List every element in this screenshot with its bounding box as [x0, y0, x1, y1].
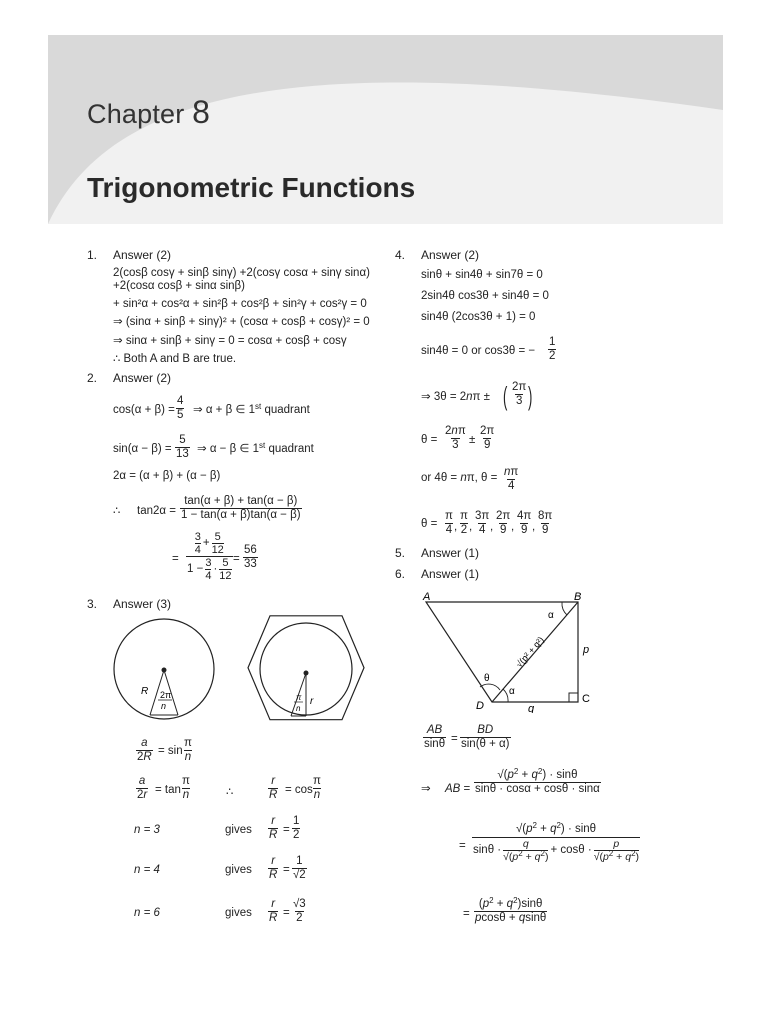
- q3-cos-eq: = cos: [285, 784, 313, 796]
- q4-comma-4: ,: [511, 521, 515, 533]
- q6-AB-eq: AB =: [445, 783, 471, 795]
- q5-number: 5.: [395, 546, 406, 560]
- q2-eq2-rhs: ⇒ α − β ∈ 1st quadrant: [197, 441, 314, 455]
- q4-frac-8pi-9: 8π 9: [538, 510, 553, 536]
- q4-answer: Answer (2): [421, 248, 480, 262]
- q6-frac-AB-expr: $√(p^2 + q^2) \cdot \sin\theta$ sinθ · cosα + cosθ · sinα: [475, 767, 600, 795]
- q3-frac-1-root2: 1 √2: [293, 855, 306, 881]
- q4-line-4: sin4θ = 0 or cos3θ = −: [421, 345, 536, 357]
- q6-label-B: B: [574, 591, 582, 603]
- q2-compound-fraction: 3 4 + 5 12 1 − 3 4 · 5 12: [187, 531, 232, 582]
- q2-answer: Answer (2): [113, 371, 172, 385]
- chapter-number: 8: [192, 94, 211, 130]
- q3-frac-root3-2: √3 2: [293, 898, 306, 924]
- q4-comma-1: ,: [454, 521, 458, 533]
- q4-number: 4.: [395, 248, 406, 262]
- q4-frac-3pi-4: 3π 4: [475, 510, 490, 536]
- q1-number: 1.: [87, 248, 98, 262]
- q6-label-alpha-bottom: α: [509, 686, 515, 697]
- q2-therefore: ∴: [113, 505, 121, 517]
- q2-frac-5-13: 5 13: [176, 434, 189, 460]
- q4-line-2: 2sin4θ cos3θ + sin4θ = 0: [421, 290, 549, 302]
- q3-number: 3.: [87, 597, 98, 611]
- q1-line-2: +2(cosα cosβ + sinα sinβ): [113, 280, 245, 292]
- q3-frac-r-R-2: r R: [269, 855, 278, 881]
- q4-line-1: sinθ + sin4θ + sin7θ = 0: [421, 269, 543, 281]
- q6-label-D: D: [476, 700, 484, 712]
- q1-line-1: 2(cosβ cosγ + sinβ sinγ) +2(cosγ cosα + sinγ sinα): [113, 267, 370, 279]
- q4-frac-2pi-3: 2π 3: [512, 381, 527, 407]
- q2-tan-lhs: tan2α =: [137, 505, 176, 517]
- q1-line-6: ∴ Both A and B are true.: [113, 353, 237, 365]
- q4-comma-3: ,: [490, 521, 494, 533]
- q3-frac-pi-n-3: π n: [313, 775, 321, 801]
- q4-comma-5: ,: [532, 521, 536, 533]
- q6-eq-2: =: [459, 840, 466, 852]
- q3-frac-pi-n-2: π n: [182, 775, 190, 801]
- q3-frac-1-2: 1 2: [293, 815, 300, 841]
- q3-frac-a-2r: a 2r: [137, 775, 148, 801]
- q2-eq1-lhs: cos(α + β) =: [113, 404, 175, 416]
- q3-gives-1: gives: [225, 824, 252, 836]
- q3-frac-pi-n-1: π n: [184, 737, 192, 763]
- q2-frac-56-33: 56 33: [244, 544, 257, 570]
- q4-frac-2pi-9b: 2π 9: [496, 510, 511, 536]
- q3-frac-r-R-3: r R: [269, 898, 278, 924]
- q3-gives-2: gives: [225, 864, 252, 876]
- q2-eq2-lhs: sin(α − β) =: [113, 443, 172, 455]
- q4-theta-list: θ =: [421, 518, 438, 530]
- q6-number: 6.: [395, 567, 406, 581]
- q4-pm: ±: [469, 434, 476, 446]
- q4-frac-4pi-9: 4π 9: [517, 510, 532, 536]
- q3-frac-a-2R: a 2R: [137, 737, 152, 763]
- svg-text:n: n: [296, 704, 301, 713]
- q6-label-alpha-top: α: [548, 610, 554, 621]
- q6-trapezium-diagram: [418, 588, 608, 713]
- q3-gives-3: gives: [225, 907, 252, 919]
- q4-theta-lhs: θ =: [421, 434, 438, 446]
- q2-eq1-rhs: ⇒ α + β ∈ 1st quadrant: [193, 402, 310, 416]
- q2-tan-fraction: tan(α + β) + tan(α − β) 1 − tan(α + β)tan(α − β): [181, 495, 301, 521]
- q1-line-3: + sin²α + cos²α + sin²β + cos²β + sin²γ + cos²γ = 0: [113, 298, 367, 310]
- q3-therefore: ∴: [226, 786, 234, 798]
- q6-label-theta: θ: [484, 673, 490, 684]
- svg-text:r: r: [310, 696, 314, 707]
- q6-label-q: q: [528, 703, 535, 713]
- q4-frac-2pi-9: 2π 9: [480, 425, 495, 451]
- q6-eq-3: =: [463, 908, 470, 920]
- q2-equals: =: [172, 553, 179, 565]
- q6-frac-BD: BD sin(θ + α): [461, 724, 510, 750]
- q6-label-p: p: [583, 644, 590, 656]
- q6-answer: Answer (1): [421, 567, 480, 581]
- q4-frac-npi-4: nπ 4: [504, 466, 519, 492]
- q3-sin-eq: = sin: [158, 745, 183, 757]
- q1-line-5: ⇒ sinα + sinβ + sinγ = 0 = cosα + cosβ + cosγ: [113, 335, 347, 347]
- q4-frac-2npi-3: 2nπ 3: [445, 425, 466, 451]
- q6-eq-1: =: [451, 733, 458, 745]
- q2-frac-4-5: 4 5: [177, 395, 184, 421]
- q3-eq-1: =: [283, 824, 290, 836]
- q3-frac-r-R-1: r R: [269, 815, 278, 841]
- q3-n4: n = 4: [134, 864, 160, 876]
- q4-line-3: sin4θ (2cos3θ + 1) = 0: [421, 311, 536, 323]
- q6-label-A: A: [423, 591, 431, 603]
- q4-comma-2: ,: [469, 521, 473, 533]
- q2-equals-2: =: [233, 553, 240, 565]
- q2-number: 2.: [87, 371, 98, 385]
- q4-paren-left: (: [503, 381, 508, 411]
- q4-frac-1-2: 1 2: [549, 336, 556, 362]
- q6-frac-expanded: $√(p^2 + q^2) \cdot \sin\theta$ sinθ · q $√(p^2 + q^2)$ + cosθ · p $√(p^2 + q^2)$: [473, 821, 640, 863]
- q2-line-sum: 2α = (α + β) + (α − β): [113, 470, 221, 482]
- q3-n3: n = 3: [134, 824, 160, 836]
- q3-polygon-figures: [108, 612, 378, 727]
- q5-answer: Answer (1): [421, 546, 480, 560]
- q3-eq-3: =: [283, 907, 290, 919]
- q3-eq-2: =: [283, 864, 290, 876]
- q3-tan-eq: = tan: [155, 784, 181, 796]
- q4-paren-right: ): [528, 381, 533, 411]
- q4-frac-pi-2: π 2: [460, 510, 468, 536]
- q6-frac-AB-sin: AB sinθ: [424, 724, 446, 750]
- q4-frac-pi-4: π 4: [445, 510, 453, 536]
- q6-frac-final: $(p^2 + q^2)\sin\theta$ pcosθ + qsinθ: [475, 896, 547, 924]
- svg-text:π: π: [296, 693, 302, 702]
- q4-3theta: ⇒ 3θ = 2nπ ±: [421, 391, 490, 403]
- chapter-title: Trigonometric Functions: [87, 172, 416, 203]
- q3-answer: Answer (3): [113, 597, 172, 611]
- q1-line-4: ⇒ (sinα + sinβ + sinγ)² + (cosα + cosβ + cosγ)² = 0: [113, 316, 370, 328]
- q6-label-C: C: [582, 693, 590, 705]
- q4-or: or 4θ = nπ, θ =: [421, 472, 498, 484]
- q3-n6: n = 6: [134, 907, 160, 919]
- q3-frac-r-R: r R: [269, 775, 278, 801]
- svg-text:2π: 2π: [160, 690, 172, 700]
- svg-text:n: n: [161, 701, 167, 711]
- q1-answer: Answer (2): [113, 248, 172, 262]
- svg-text:R: R: [141, 686, 149, 697]
- q6-implies: ⇒: [421, 783, 431, 795]
- q6-label-hyp: √(p² + q²): [513, 634, 546, 670]
- chapter-label: Chapter 8: [87, 94, 211, 130]
